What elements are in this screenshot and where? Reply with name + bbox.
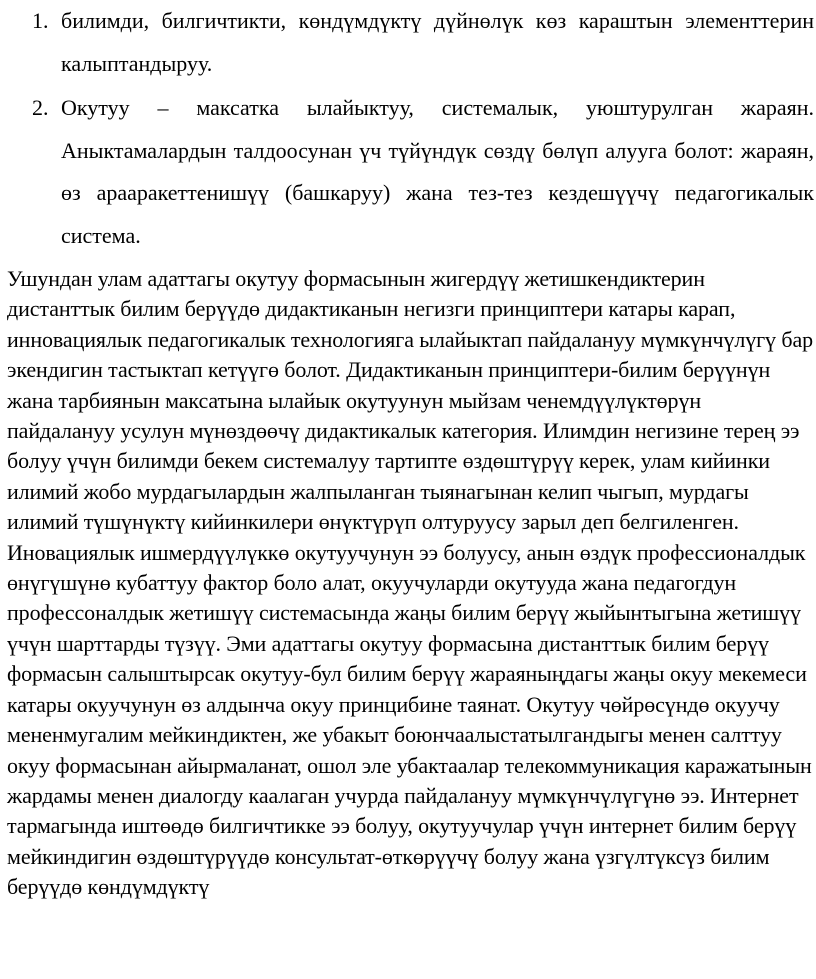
list-item-2 bbox=[0, 87, 816, 257]
list-number-1: 1. bbox=[32, 8, 49, 33]
list-number-2: 2. bbox=[32, 95, 49, 120]
body-paragraph: Ушундан улам адаттагы окутуу формасынын жигердүү жетишкендиктерин дистанттык билим берүүдө дидактиканын негизги принциптери катары карап, инновациялык педагогикалык технологияга ылайыктап пайдалануу мүмкүнчүлүгү бар экендигин тастыктап кетүүгө болот. Дидактиканын принциптери-билим берүүнүн жана тарбиянын максатына ылайык окутуунун мыйзам ченемдүүлүктөрүн пайдалануу усулун мүнөздөөчү дидактикалык категория. Илимдин негизине терең ээ болуу үчүн билимди бекем системалуу тартипте өздөштүрүү керек, улам кийинки илимий жобо мурдагылардын жалпыланган тыянагынан келип чыгып, мурдагы илимий түшүнүктү кийинкилери өнүктүрүп олтуруусу зарыл деп белгиленген. Иновациялык ишмердүүлүккө окутуучунун ээ болуусу, анын өздүк профессионалдык өнүгүшүнө кубаттуу фактор боло алат, окуучуларди окутууда жана педагогдун профессоналдык жетишүү системасында жаңы билим берүү жыйынтыгына жетишүү үчүн шарттарды түзүү. Эми адаттагы окутуу формасына дистанттык билим берүү формасын салыштырсак окутуу-бул билим берүү жараяныңдагы жаңы окуу мекемеси катары окуучунун өз алдынча окуу принцибине таянат. Окутуу чөйрөсүндө окуучу мененмугалим мейкиндиктен, же убакыт боюнчаалыстатылгандыгы менен салттуу окуу формасынан айырмаланат, ошол эле убактаалар телекоммуникация каражатынын жардамы менен диалогду каалаган учурда пайдалануу мүмкүнчүлүгүнө ээ. Интернет тармагында иштөөдө билгичтикке ээ болуу, окутуучулар үчүн интернет билим берүү мейкиндигин өздөштүрүүдө консультат-өткөрүүчү болуу жана үзгүлтүксүз билим берүүдө көндүмдүктү bbox=[7, 266, 814, 900]
numbered-list bbox=[0, 0, 816, 257]
list-text-2: Окутуу – максатка ылайыктуу, системалык, уюштурулган жараян. Аныктамалардын талдоосунан үч түйүндүк сөздү бөлүп алууга болот: жараян, өз арааракеттенишүү (башкаруу) жана тез-тез кездешүүчү педагогикалык система. bbox=[61, 95, 814, 248]
list-item-1 bbox=[0, 0, 816, 85]
list-text-1: билимди, билгичтикти, көндүмдүктү дүйнөлүк көз караштын элементтерин калыптандыруу. bbox=[61, 8, 814, 76]
